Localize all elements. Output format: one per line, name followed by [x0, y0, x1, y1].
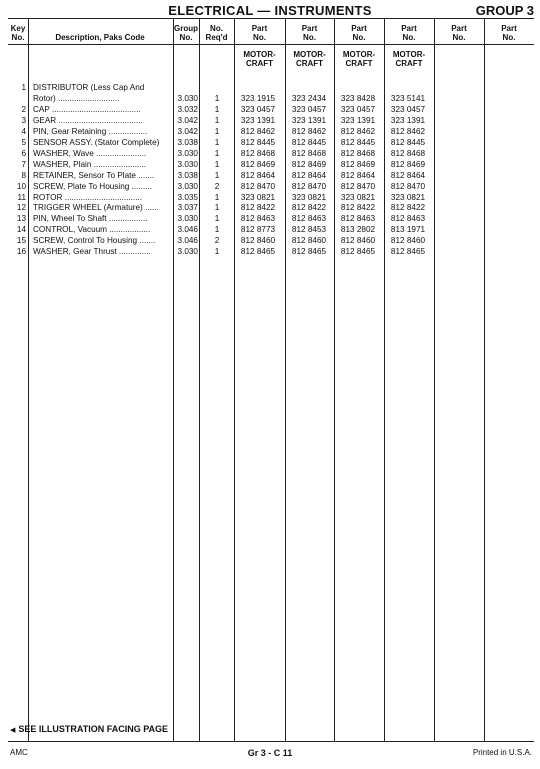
part-no-cell: 323 1391: [291, 115, 327, 125]
description-cell: PIN, Wheel To Shaft .................: [33, 214, 148, 224]
description-cell: SCREW, Plate To Housing .........: [33, 181, 153, 191]
part-no-cell: 812 8463: [240, 214, 276, 224]
part-no-cell: 323 1391: [340, 115, 376, 125]
table-row: [0, 202, 540, 213]
qty-req-cell: 2: [214, 236, 220, 246]
illustration-note: ◀ SEE ILLUSTRATION FACING PAGE: [10, 724, 169, 734]
qty-req-cell: 1: [214, 93, 220, 103]
table-row: [0, 246, 540, 257]
key-cell: 11: [17, 192, 26, 202]
part-no-cell: 812 8469: [291, 159, 327, 169]
table-row: [0, 93, 540, 104]
table-row: [0, 192, 540, 203]
part-no-cell: 323 0457: [291, 104, 327, 114]
part-no-cell: 812 8468: [291, 148, 327, 158]
top-rule: [8, 18, 534, 19]
key-cell: 16: [16, 247, 26, 257]
part-no-cell: 812 8470: [340, 181, 376, 191]
part-no-cell: 323 0821: [390, 192, 426, 202]
header-part-no: Part No.: [501, 24, 517, 42]
group-no-cell: 3.030: [177, 214, 198, 224]
part-no-cell: 812 8462: [340, 126, 376, 136]
manufacturer-label: MOTOR- CRAFT: [342, 50, 376, 68]
part-no-cell: 812 8460: [291, 236, 327, 246]
qty-req-cell: 1: [214, 137, 220, 147]
header-part-no: Part No.: [401, 24, 417, 42]
group-label: GROUP 3: [475, 3, 534, 18]
header-part-no: Part No.: [351, 24, 367, 42]
description-cell: CAP .......................................: [33, 104, 141, 114]
part-no-cell: 323 5141: [390, 93, 426, 103]
part-no-cell: 812 8469: [340, 159, 376, 169]
part-no-cell: 812 8460: [240, 236, 276, 246]
description-cell: Rotor) ...........................: [33, 93, 120, 103]
qty-req-cell: 1: [214, 192, 220, 202]
part-no-cell: 323 1915: [240, 93, 276, 103]
part-no-cell: 323 0457: [240, 104, 276, 114]
description-cell: CONTROL, Vacuum ..................: [33, 225, 151, 235]
description-cell: ROTOR ..................................: [33, 192, 143, 202]
part-no-cell: 812 8463: [390, 214, 426, 224]
part-no-cell: 323 1391: [240, 115, 276, 125]
qty-req-cell: 1: [214, 225, 220, 235]
part-no-cell: 812 8465: [240, 247, 276, 257]
qty-req-cell: 1: [214, 148, 220, 158]
description-cell: DISTRIBUTOR (Less Cap And: [33, 83, 145, 92]
qty-req-cell: 2: [214, 181, 220, 191]
table-row: [0, 82, 540, 93]
description-cell: SENSOR ASSY. (Stator Complete): [33, 137, 160, 147]
key-cell: 15: [16, 236, 26, 246]
group-no-cell: 3.038: [177, 170, 198, 180]
key-cell: 13: [16, 214, 26, 224]
part-no-cell: 812 8463: [291, 214, 327, 224]
header-part-no: Part No.: [451, 24, 467, 42]
key-cell: 7: [21, 159, 26, 169]
part-no-cell: 323 0821: [340, 192, 376, 202]
part-no-cell: 812 8460: [340, 236, 376, 246]
description-cell: SCREW, Control To Housing .......: [33, 236, 156, 246]
part-no-cell: 812 8462: [390, 126, 426, 136]
qty-req-cell: 1: [214, 170, 220, 180]
header-rule: [8, 44, 534, 45]
table-row: [0, 181, 540, 192]
part-no-cell: 323 0821: [291, 192, 327, 202]
group-no-cell: 3.030: [177, 93, 198, 103]
description-cell: GEAR .....................................: [33, 115, 143, 125]
part-no-cell: 323 1391: [390, 115, 426, 125]
group-no-cell: 3.042: [177, 126, 198, 136]
description-cell: WASHER, Plain .......................: [33, 159, 146, 169]
key-cell: 8: [21, 170, 26, 180]
group-no-cell: 3.032: [177, 104, 198, 114]
footer-left: AMC: [10, 748, 28, 757]
key-cell: 3: [21, 115, 26, 125]
key-cell: 1: [21, 83, 26, 92]
table-row: [0, 104, 540, 115]
description-cell: TRIGGER WHEEL (Armature) ......: [33, 203, 159, 213]
qty-req-cell: 1: [214, 247, 220, 257]
key-cell: 12: [16, 203, 26, 213]
part-no-cell: 812 8464: [291, 170, 327, 180]
key-cell: 14: [16, 225, 26, 235]
part-no-cell: 812 8468: [340, 148, 376, 158]
arrow-left-icon: ◀: [10, 727, 16, 734]
part-no-cell: 812 8468: [240, 148, 276, 158]
table-row: [0, 126, 540, 137]
table-row: [0, 224, 540, 235]
page-number: Gr 3 - C 11: [247, 748, 293, 758]
part-no-cell: 323 2434: [291, 93, 327, 103]
key-cell: 4: [21, 126, 26, 136]
footer-right: Printed in U.S.A.: [472, 748, 532, 757]
group-no-cell: 3.038: [177, 137, 198, 147]
header-description: Description, Paks Code: [55, 33, 145, 42]
part-no-cell: 812 8445: [390, 137, 426, 147]
part-no-cell: 812 8460: [390, 236, 426, 246]
part-no-cell: 812 8445: [291, 137, 327, 147]
group-no-cell: 3.046: [177, 236, 198, 246]
part-no-cell: 812 8462: [240, 126, 276, 136]
table-row: [0, 115, 540, 126]
part-no-cell: 812 8465: [291, 247, 327, 257]
key-cell: 6: [21, 148, 26, 158]
part-no-cell: 812 8469: [240, 159, 276, 169]
page-title: ELECTRICAL — INSTRUMENTS: [168, 3, 372, 18]
group-no-cell: 3.042: [177, 115, 198, 125]
table-row: [0, 170, 540, 181]
key-cell: 10: [16, 181, 26, 191]
description-cell: WASHER, Gear Thrust ..............: [33, 247, 151, 257]
description-cell: RETAINER, Sensor To Plate .......: [33, 170, 155, 180]
part-no-cell: 812 8422: [340, 203, 376, 213]
part-no-cell: 812 8463: [340, 214, 376, 224]
qty-req-cell: 1: [214, 104, 220, 114]
qty-req-cell: 1: [214, 126, 220, 136]
header-key: Key No.: [10, 24, 26, 42]
table-row: [0, 213, 540, 224]
part-no-cell: 812 8445: [340, 137, 376, 147]
group-no-cell: 3.030: [177, 159, 198, 169]
header-req: No. Req'd: [205, 24, 228, 42]
key-cell: 2: [21, 104, 26, 114]
part-no-cell: 812 8462: [291, 126, 327, 136]
group-no-cell: 3.046: [177, 225, 198, 235]
part-no-cell: 812 8422: [291, 203, 327, 213]
group-no-cell: 3.030: [177, 181, 198, 191]
manufacturer-label: MOTOR- CRAFT: [293, 50, 326, 68]
part-no-cell: 812 8465: [340, 247, 376, 257]
table-row: [0, 159, 540, 170]
part-no-cell: 812 8445: [240, 137, 276, 147]
part-no-cell: 812 8470: [240, 181, 276, 191]
table-row: [0, 137, 540, 148]
group-no-cell: 3.030: [177, 148, 198, 158]
part-no-cell: 812 8422: [240, 203, 276, 213]
header-part-no: Part No.: [251, 24, 268, 42]
description-cell: WASHER, Wave ......................: [33, 148, 147, 158]
header-part-no: Part No.: [301, 24, 318, 42]
qty-req-cell: 1: [214, 214, 220, 224]
part-no-cell: 812 8453: [291, 225, 327, 235]
part-no-cell: 323 0821: [240, 192, 276, 202]
part-no-cell: 812 8468: [390, 148, 426, 158]
qty-req-cell: 1: [214, 115, 220, 125]
group-no-cell: 3.030: [177, 247, 198, 257]
manufacturer-label: MOTOR- CRAFT: [392, 50, 426, 68]
header-group-no: Group No.: [174, 24, 198, 42]
part-no-cell: 813 2802: [340, 225, 376, 235]
group-no-cell: 3.035: [177, 192, 198, 202]
bottom-rule: [8, 741, 534, 742]
part-no-cell: 812 8422: [390, 203, 426, 213]
part-no-cell: 812 8470: [390, 181, 426, 191]
part-no-cell: 812 8465: [390, 247, 426, 257]
key-cell: 5: [21, 137, 26, 147]
part-no-cell: 812 8470: [291, 181, 327, 191]
part-no-cell: 812 8773: [240, 225, 276, 235]
description-cell: PIN, Gear Retaining .................: [33, 126, 148, 136]
qty-req-cell: 1: [214, 203, 220, 213]
part-no-cell: 323 8428: [340, 93, 376, 103]
table-row: [0, 148, 540, 159]
manufacturer-label: MOTOR- CRAFT: [243, 50, 276, 68]
qty-req-cell: 1: [214, 159, 220, 169]
part-no-cell: 812 8464: [390, 170, 426, 180]
part-no-cell: 813 1971: [390, 225, 426, 235]
part-no-cell: 323 0457: [340, 104, 376, 114]
part-no-cell: 812 8464: [240, 170, 276, 180]
part-no-cell: 323 0457: [390, 104, 426, 114]
part-no-cell: 812 8464: [340, 170, 376, 180]
table-row: [0, 235, 540, 246]
part-no-cell: 812 8469: [390, 159, 426, 169]
group-no-cell: 3.037: [177, 203, 198, 213]
